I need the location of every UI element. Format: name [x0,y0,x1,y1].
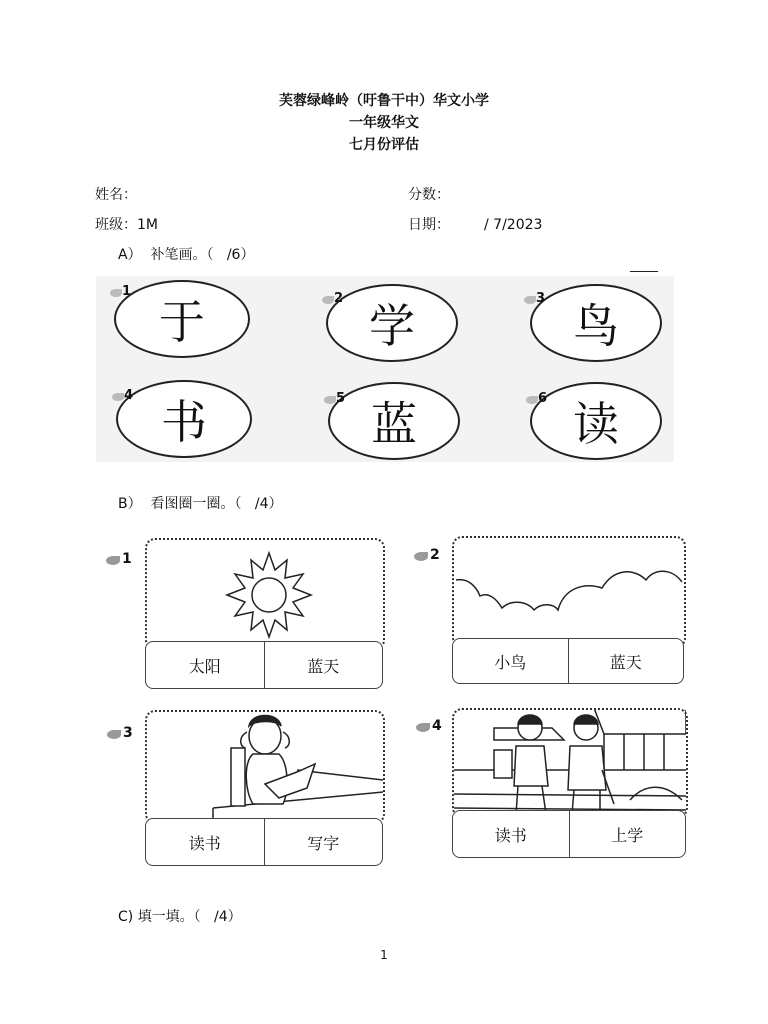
b-picture-box-2 [452,536,686,648]
item-number-6: 6 [538,391,548,406]
option-b4-b[interactable]: 上学 [569,811,686,857]
b-options-2 [452,638,684,684]
option-b3-b[interactable]: 写字 [264,819,383,865]
option-b1-a[interactable]: 太阳 [188,656,221,676]
students-school-icon [454,710,686,816]
b-picture-box-3 [145,710,385,824]
item-number-1: 1 [122,284,132,299]
stroke-oval-1 [114,280,250,358]
item-number-5: 5 [336,391,346,406]
page-number: 1 [380,948,388,962]
divider [630,271,658,272]
assessment-title: 七月份评估 [349,137,419,153]
option-b1-b[interactable]: 蓝天 [264,642,383,688]
char-6: 读 [573,397,619,451]
section-c-title: C) 填一填。（ /4） [118,909,242,925]
school-name: 芙蓉绿峰岭（吁鲁干中）华文小学 [279,93,489,109]
option-b4-a[interactable]: 读书 [494,825,527,845]
subject-title: 一年级华文 [349,115,419,131]
b-options-1 [145,641,383,689]
section-a-panel [96,276,674,462]
option-b2-a[interactable]: 小鸟 [494,652,527,672]
stroke-oval-2 [326,284,458,362]
girl-reading-icon [147,712,383,822]
b-item-number-3: 3 [123,725,133,741]
char-2: 学 [369,299,415,353]
b-item-number-1: 1 [122,551,132,567]
section-a-title: A） 补笔画。（ /6） [118,247,255,263]
b-picture-box-1 [145,538,385,650]
b-item-number-2: 2 [430,547,440,563]
stroke-oval-3 [530,284,662,362]
item-number-2: 2 [334,291,344,306]
char-5: 蓝 [371,397,417,451]
stroke-oval-4 [116,380,252,458]
stroke-oval-5 [328,382,460,460]
class-label: 班级： [95,217,137,233]
date-field [408,214,542,234]
score-label: 分数： [408,187,450,203]
option-b2-b[interactable]: 蓝天 [568,639,684,683]
b-picture-box-4 [452,708,688,818]
class-field [95,214,158,234]
item-number-4: 4 [124,388,134,403]
option-b3-a[interactable]: 读书 [188,833,221,853]
date-value: / 7/2023 [484,217,543,233]
date-label: 日期： [408,217,450,233]
class-value: 1M [137,217,158,233]
section-b-title: B） 看图圈一圈。（ /4） [118,496,283,512]
sun-icon [147,540,383,648]
char-3: 鸟 [573,299,619,353]
b-options-3 [145,818,383,866]
char-1: 于 [159,295,205,349]
item-number-3: 3 [536,291,546,306]
stroke-oval-6 [530,382,662,460]
char-4: 书 [161,395,207,449]
cloud-icon [454,538,684,646]
name-label: 姓名： [95,187,137,203]
b-item-number-4: 4 [432,718,442,734]
b-options-4 [452,810,686,858]
